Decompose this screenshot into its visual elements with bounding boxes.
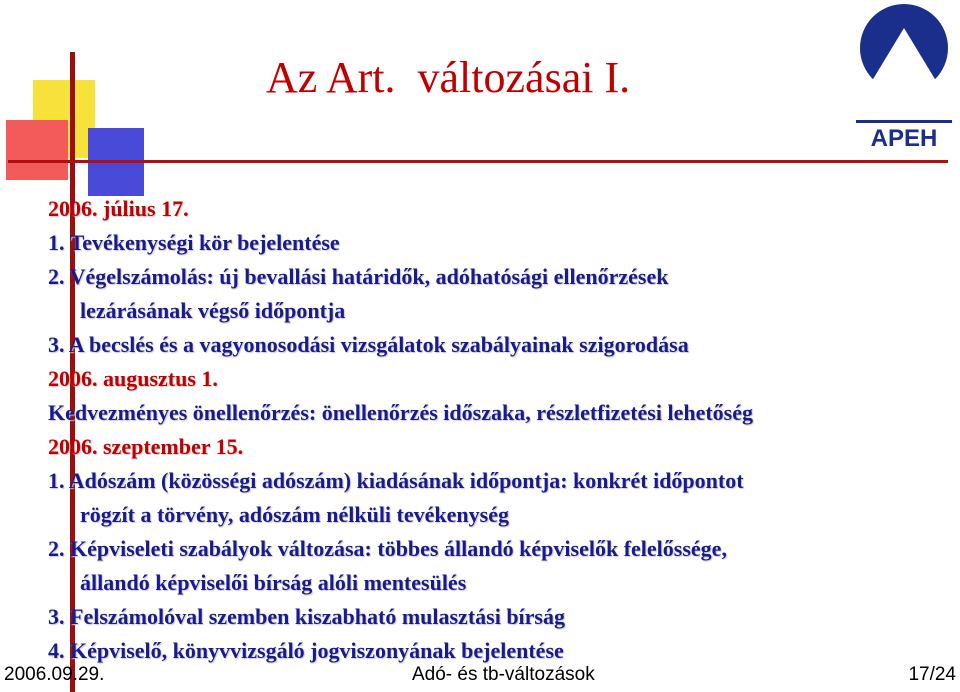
list-item: 3. Felszámolóval szemben kiszabható mulasztási bírság — [48, 604, 565, 629]
page-number: 17/24 — [908, 664, 956, 685]
slide-title: Az Art. változásai I. — [266, 53, 631, 102]
footer-title: Adó- és tb-változások — [412, 664, 595, 685]
date-july: 2006. július 17. — [48, 196, 189, 221]
decor-red-square — [6, 120, 68, 180]
slide-footer — [0, 662, 960, 687]
list-item: 2. Végelszámolás: új bevallási határidők, adóhatósági ellenőrzések — [48, 264, 669, 289]
footer-date: 2006.09.29. — [4, 664, 105, 685]
list-item: 4. Képviselő, könyvvizsgáló jogviszonyának bejelentése — [48, 638, 564, 663]
decor-horizontal-line — [8, 160, 948, 163]
list-item: Kedvezményes önellenőrzés: önellenőrzés időszaka, részletfizetési lehetőség — [48, 400, 754, 425]
list-item-continuation: állandó képviselői bírság alóli mentesülés — [80, 570, 467, 595]
list-item: 2. Képviseleti szabályok változása: többes állandó képviselők felelőssége, — [48, 536, 727, 561]
date-august: 2006. augusztus 1. — [48, 366, 218, 391]
apeh-logo — [852, 2, 956, 152]
list-item: 3. A becslés és a vagyonosodási vizsgálatok szabályainak szigorodása — [48, 332, 689, 357]
list-item: 1. Tevékenységi kör bejelentése — [48, 230, 340, 255]
list-item-continuation: rögzít a törvény, adószám nélküli tevékenység — [80, 502, 509, 527]
slide-body — [48, 192, 948, 668]
list-item-continuation: lezárásának végső időpontja — [80, 298, 346, 323]
list-item: 1. Adószám (közösségi adószám) kiadásának időpontja: konkrét időpontot — [48, 468, 744, 493]
apeh-logo-text: APEH — [870, 125, 938, 152]
date-september: 2006. szeptember 15. — [48, 434, 244, 459]
